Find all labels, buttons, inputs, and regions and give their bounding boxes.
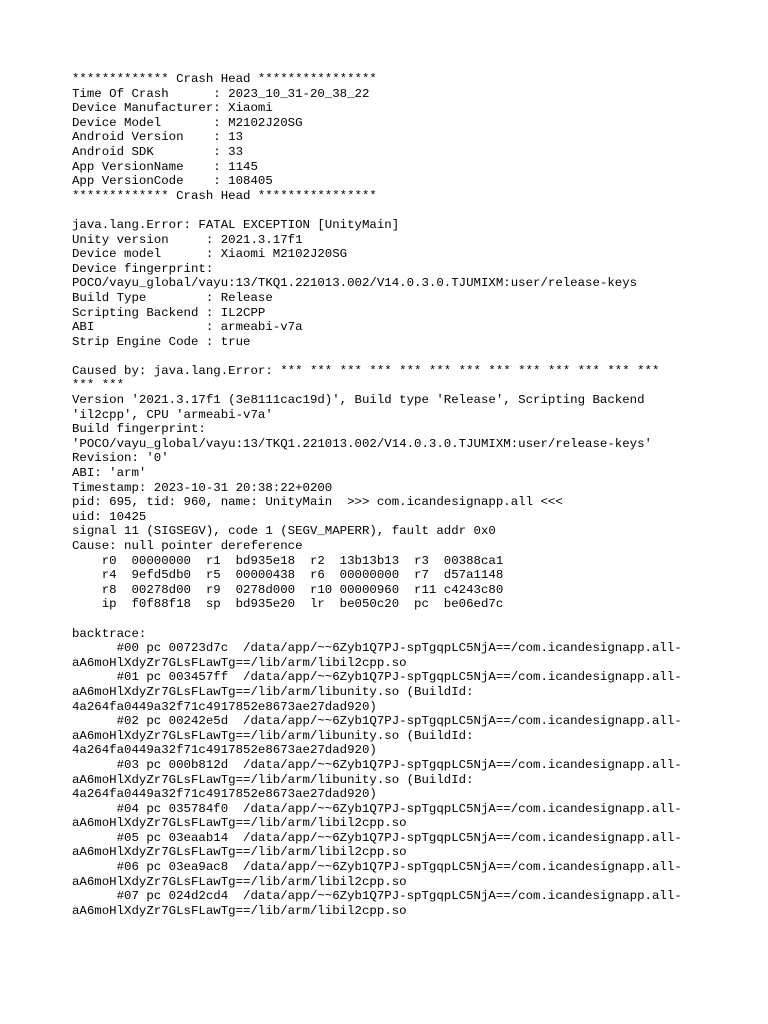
error-info-line: Unity version : 2021.3.17f1 — [72, 232, 303, 247]
crash-head-footer: ************* Crash Head **************** — [72, 188, 377, 203]
caused-by-line: *** *** — [72, 378, 125, 393]
crash-head-line: Time Of Crash : 2023_10_31-20_38_22 — [72, 86, 370, 101]
caused-by-line: Build fingerprint: — [72, 422, 206, 437]
backtrace-line: aA6moHlXdyZr7GLsFLawTg==/lib/arm/libil2cpp.so — [72, 903, 407, 918]
crash-log-document — [72, 72, 712, 918]
crash-head-line: Android SDK : 33 — [72, 144, 244, 159]
register-dump-line: r8 00278d00 r9 0278d000 r10 00000960 r11 c4243c80 — [72, 582, 504, 597]
backtrace-line: #07 pc 024d2cd4 /data/app/~~6Zyb1Q7PJ-spTgqpLC5NjA==/com.icandesignapp.all- — [72, 889, 682, 904]
crash-head-line: App VersionName : 1145 — [72, 159, 258, 174]
backtrace-line: #06 pc 03ea9ac8 /data/app/~~6Zyb1Q7PJ-spTgqpLC5NjA==/com.icandesignapp.all- — [72, 860, 682, 875]
backtrace-line: #02 pc 00242e5d /data/app/~~6Zyb1Q7PJ-spTgqpLC5NjA==/com.icandesignapp.all- — [72, 714, 682, 729]
register-dump-line: ip f0f88f18 sp bd935e20 lr be050c20 pc be06ed7c — [72, 597, 504, 612]
caused-by-line: uid: 10425 — [72, 509, 147, 524]
backtrace-line: aA6moHlXdyZr7GLsFLawTg==/lib/arm/libunity.so (BuildId: — [72, 684, 474, 699]
caused-by-line: Caused by: java.lang.Error: *** *** *** *** *** *** *** *** *** *** *** *** *** — [72, 363, 660, 378]
crash-head-line: Device Manufacturer: Xiaomi — [72, 101, 273, 116]
backtrace-line: #05 pc 03eaab14 /data/app/~~6Zyb1Q7PJ-spTgqpLC5NjA==/com.icandesignapp.all- — [72, 830, 682, 845]
backtrace-line: aA6moHlXdyZr7GLsFLawTg==/lib/arm/libil2cpp.so — [72, 845, 407, 860]
section-spacer — [72, 612, 712, 627]
error-info-line: Device model : Xiaomi M2102J20SG — [72, 247, 348, 262]
backtrace-line: aA6moHlXdyZr7GLsFLawTg==/lib/arm/libil2cpp.so — [72, 655, 407, 670]
backtrace-line: #01 pc 003457ff /data/app/~~6Zyb1Q7PJ-spTgqpLC5NjA==/com.icandesignapp.all- — [72, 670, 682, 685]
caused-by-line: Cause: null pointer dereference — [72, 539, 303, 553]
backtrace-section — [72, 627, 712, 919]
crash-head-line: App VersionCode : 108405 — [72, 174, 273, 189]
caused-by-line: ABI: 'arm' — [72, 466, 147, 481]
error-info-line: Strip Engine Code : true — [72, 334, 251, 349]
caused-by-line: Revision: '0' — [72, 451, 169, 466]
backtrace-line: aA6moHlXdyZr7GLsFLawTg==/lib/arm/libil2cpp.so — [72, 874, 407, 889]
backtrace-line: 4a264fa0449a32f71c4917852e8673ae27dad920) — [72, 743, 377, 758]
section-spacer — [72, 349, 712, 364]
backtrace-line: aA6moHlXdyZr7GLsFLawTg==/lib/arm/libil2cpp.so — [72, 816, 407, 831]
section-spacer — [72, 203, 712, 218]
caused-by-line: Version '2021.3.17f1 (3e8111cac19d)', Build type 'Release', Scripting Backend — [72, 393, 645, 408]
backtrace-line: aA6moHlXdyZr7GLsFLawTg==/lib/arm/libunity.so (BuildId: — [72, 772, 474, 787]
crash-head-section — [72, 72, 712, 203]
backtrace-line: aA6moHlXdyZr7GLsFLawTg==/lib/arm/libunity.so (BuildId: — [72, 728, 474, 743]
caused-by-line: Timestamp: 2023-10-31 20:38:22+0200 — [72, 480, 333, 495]
register-dump-line: r4 9efd5db0 r5 00000438 r6 00000000 r7 d57a1148 — [72, 568, 504, 583]
error-info-line: ABI : armeabi-v7a — [72, 320, 303, 335]
crash-head-header: ************* Crash Head **************** — [72, 72, 377, 86]
error-info-line: POCO/vayu_global/vayu:13/TKQ1.221013.002/V14.0.3.0.TJUMIXM:user/release-keys — [72, 276, 638, 291]
crash-head-line: Device Model : M2102J20SG — [72, 115, 303, 130]
register-dump-line: r0 00000000 r1 bd935e18 r2 13b13b13 r3 00388ca1 — [72, 553, 504, 568]
crash-head-line: Android Version : 13 — [72, 130, 244, 145]
backtrace-line: #04 pc 035784f0 /data/app/~~6Zyb1Q7PJ-spTgqpLC5NjA==/com.icandesignapp.all- — [72, 801, 682, 816]
caused-by-line: pid: 695, tid: 960, name: UnityMain >>> com.icandesignapp.all <<< — [72, 495, 563, 510]
error-info-line: Scripting Backend : IL2CPP — [72, 305, 266, 320]
caused-by-line: 'POCO/vayu_global/vayu:13/TKQ1.221013.002/V14.0.3.0.TJUMIXM:user/release-keys' — [72, 436, 652, 451]
backtrace-line: 4a264fa0449a32f71c4917852e8673ae27dad920) — [72, 787, 377, 802]
caused-by-section — [72, 364, 712, 612]
error-info-line: Build Type : Release — [72, 290, 273, 305]
backtrace-line: #03 pc 000b812d /data/app/~~6Zyb1Q7PJ-spTgqpLC5NjA==/com.icandesignapp.all- — [72, 757, 682, 772]
backtrace-title: backtrace: — [72, 626, 147, 641]
backtrace-line: 4a264fa0449a32f71c4917852e8673ae27dad920) — [72, 699, 377, 714]
caused-by-line: 'il2cpp', CPU 'armeabi-v7a' — [72, 407, 273, 422]
error-info-section — [72, 218, 712, 349]
error-info-line: Device fingerprint: — [72, 261, 214, 276]
backtrace-line: #00 pc 00723d7c /data/app/~~6Zyb1Q7PJ-spTgqpLC5NjA==/com.icandesignapp.all- — [72, 641, 682, 656]
error-info-line: java.lang.Error: FATAL EXCEPTION [UnityMain] — [72, 217, 400, 232]
caused-by-line: signal 11 (SIGSEGV), code 1 (SEGV_MAPERR), fault addr 0x0 — [72, 524, 496, 539]
